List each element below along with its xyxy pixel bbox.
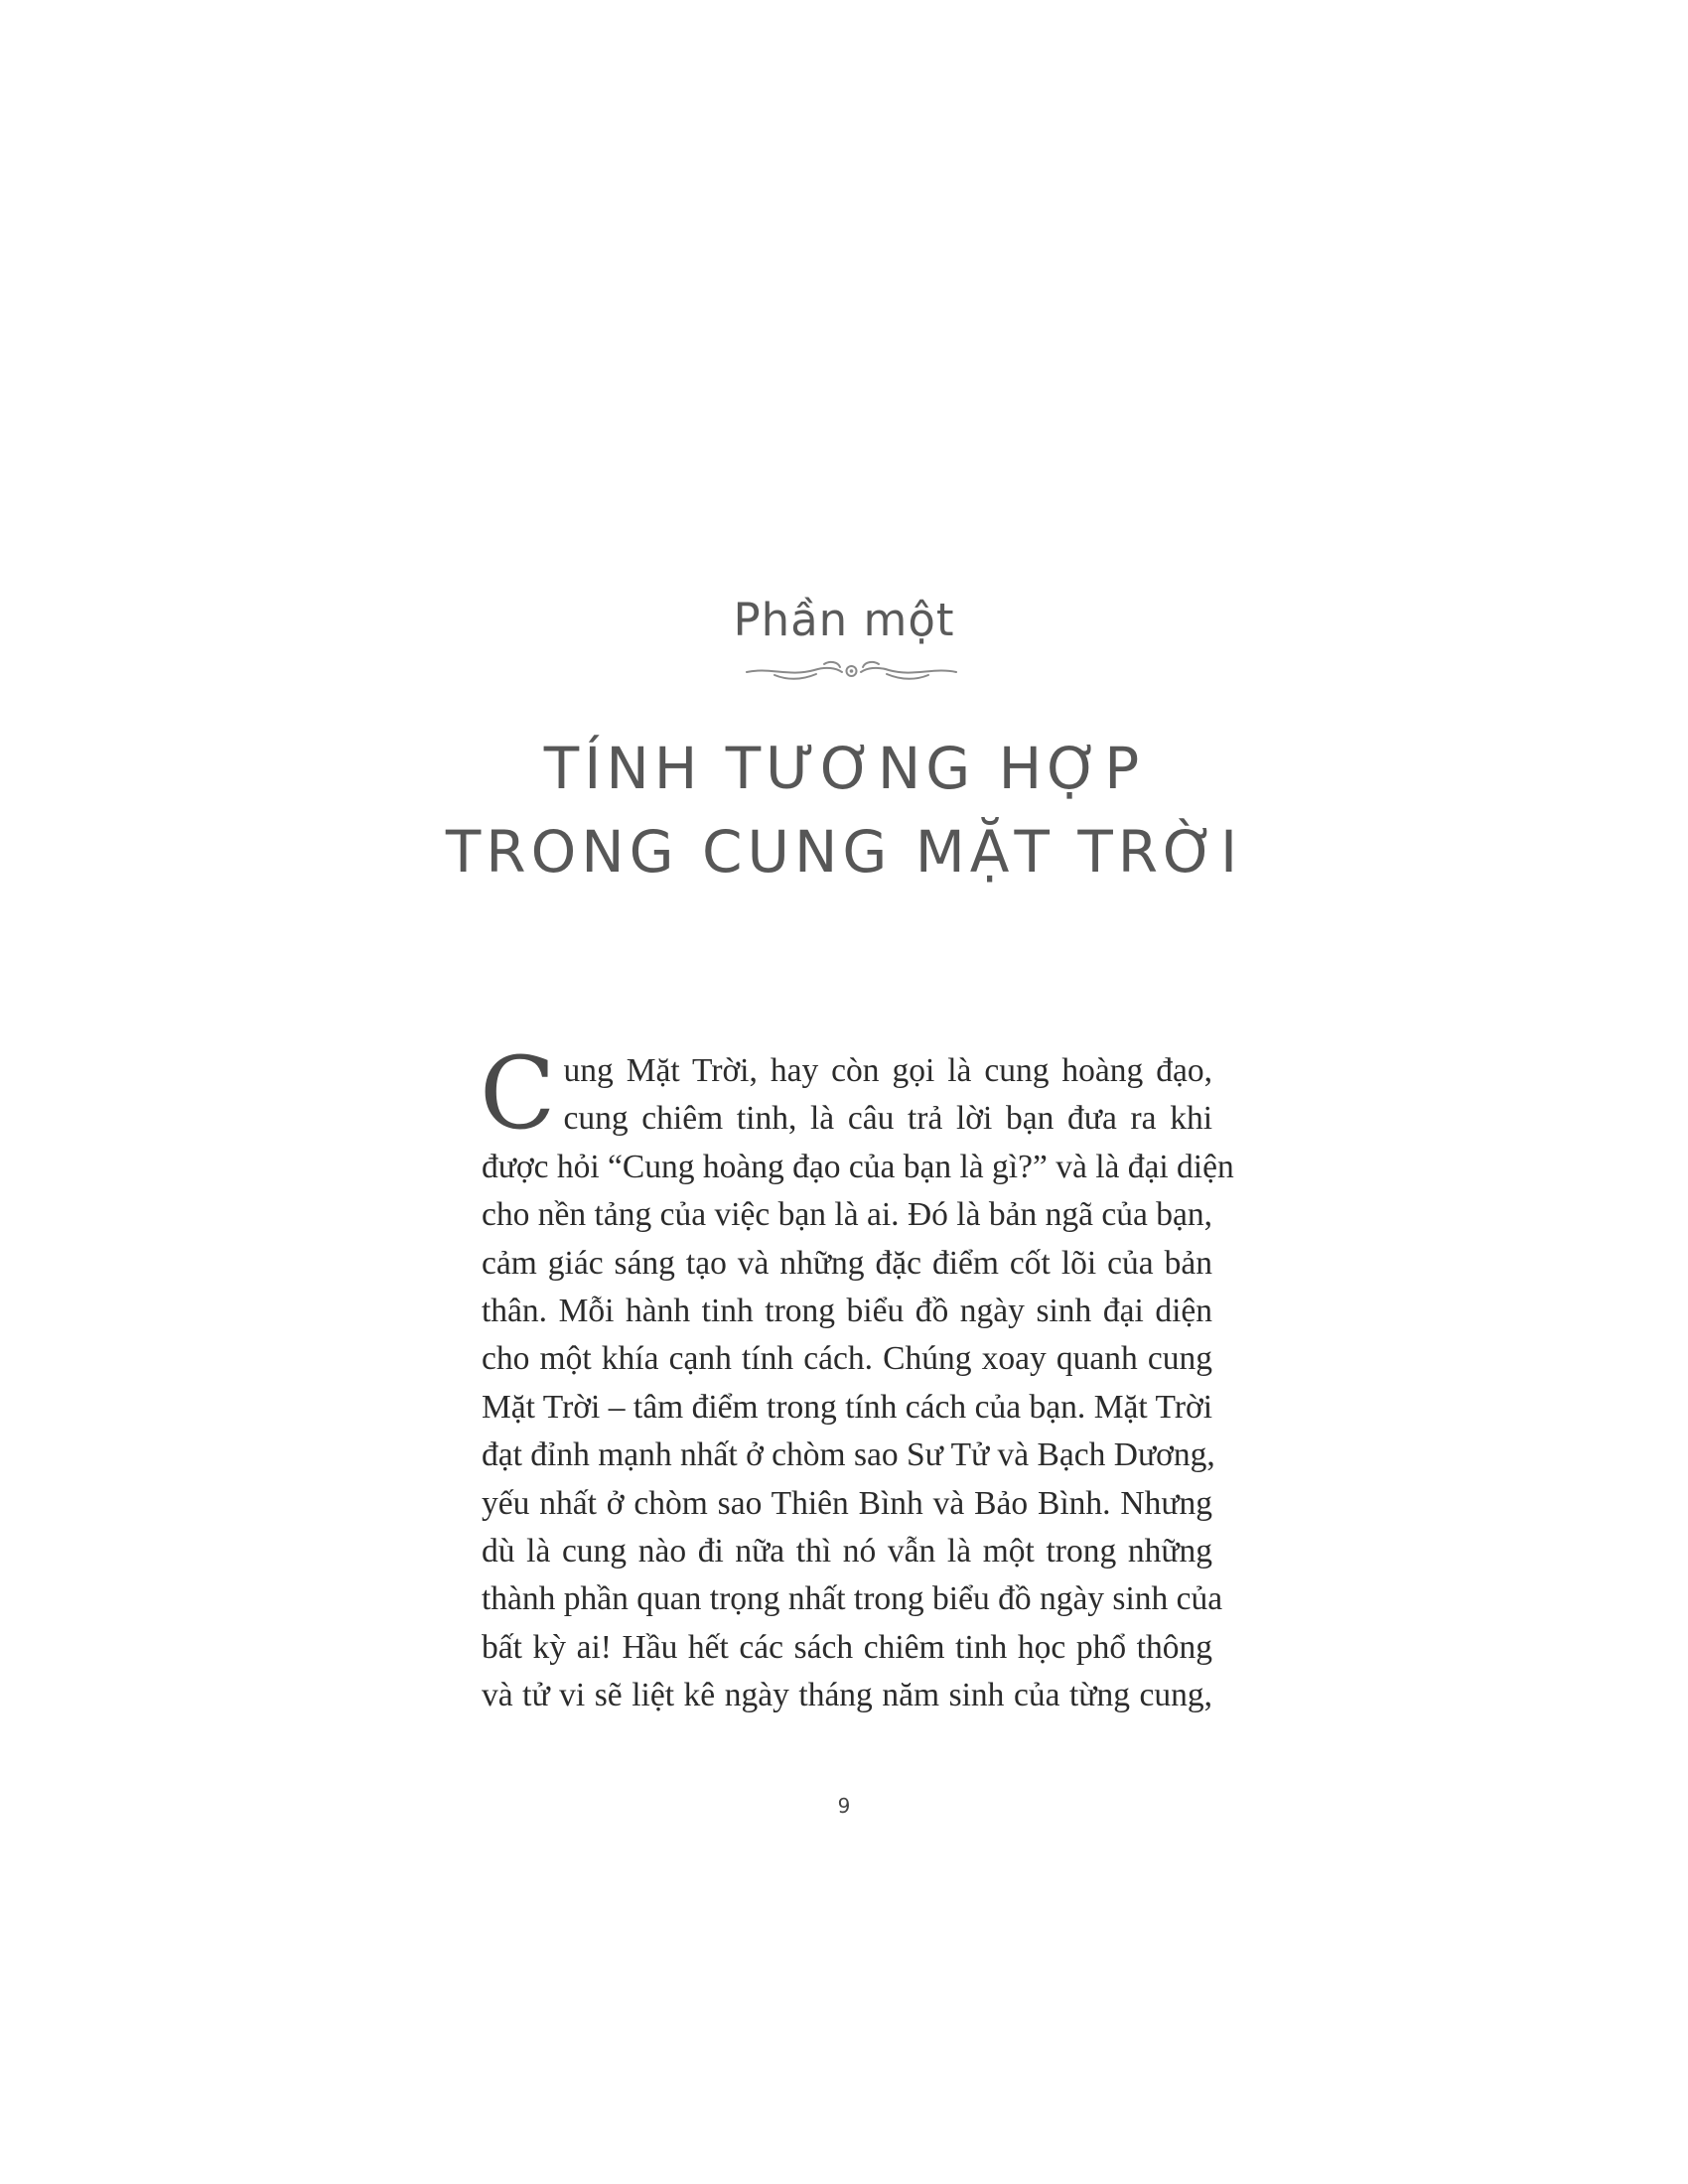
- body-line: và tử vi sẽ liệt kê ngày tháng năm sinh của từng cung,: [482, 1677, 1212, 1714]
- body-paragraph: [480, 1035, 1234, 1720]
- divider-ornament-icon: [745, 655, 958, 685]
- body-line: Mặt Trời – tâm điểm trong tính cách của bạn. Mặt Trời: [482, 1388, 1212, 1426]
- body-line: được hỏi “Cung hoàng đạo của bạn là gì?” và là đại diện: [482, 1148, 1234, 1185]
- chapter-title-line-1: TÍNH TƯƠNG HỢP: [543, 735, 1145, 802]
- body-line: yếu nhất ở chòm sao Thiên Bình và Bảo Bình. Nhưng: [482, 1484, 1212, 1522]
- body-line: cảm giác sáng tạo và những đặc điểm cốt lõi của bản: [482, 1244, 1212, 1282]
- body-line: đạt đỉnh mạnh nhất ở chòm sao Sư Tử và Bạch Dương,: [482, 1436, 1215, 1474]
- part-label: Phần một: [733, 594, 955, 646]
- page-number: 9: [837, 1794, 851, 1818]
- chapter-title-line-2: TRONG CUNG MẶT TRỜI: [445, 818, 1243, 886]
- body-line: cho nền tảng của việc bạn là ai. Đó là bản ngã của bạn,: [482, 1196, 1212, 1234]
- body-line: thành phần quan trọng nhất trong biểu đồ ngày sinh của: [482, 1580, 1223, 1618]
- body-line: bất kỳ ai! Hầu hết các sách chiêm tinh học phổ thông: [482, 1628, 1212, 1666]
- body-line: dù là cung nào đi nữa thì nó vẫn là một trong những: [482, 1533, 1212, 1570]
- drop-cap: C: [480, 1035, 556, 1152]
- body-line: cung chiêm tinh, là câu trả lời bạn đưa ra khi: [563, 1100, 1212, 1138]
- chapter-title: [0, 727, 1688, 893]
- body-line: cho một khía cạnh tính cách. Chúng xoay quanh cung: [482, 1340, 1212, 1378]
- body-line: thân. Mỗi hành tinh trong biểu đồ ngày sinh đại diện: [482, 1293, 1212, 1330]
- body-line: ung Mặt Trời, hay còn gọi là cung hoàng đạo,: [563, 1052, 1212, 1089]
